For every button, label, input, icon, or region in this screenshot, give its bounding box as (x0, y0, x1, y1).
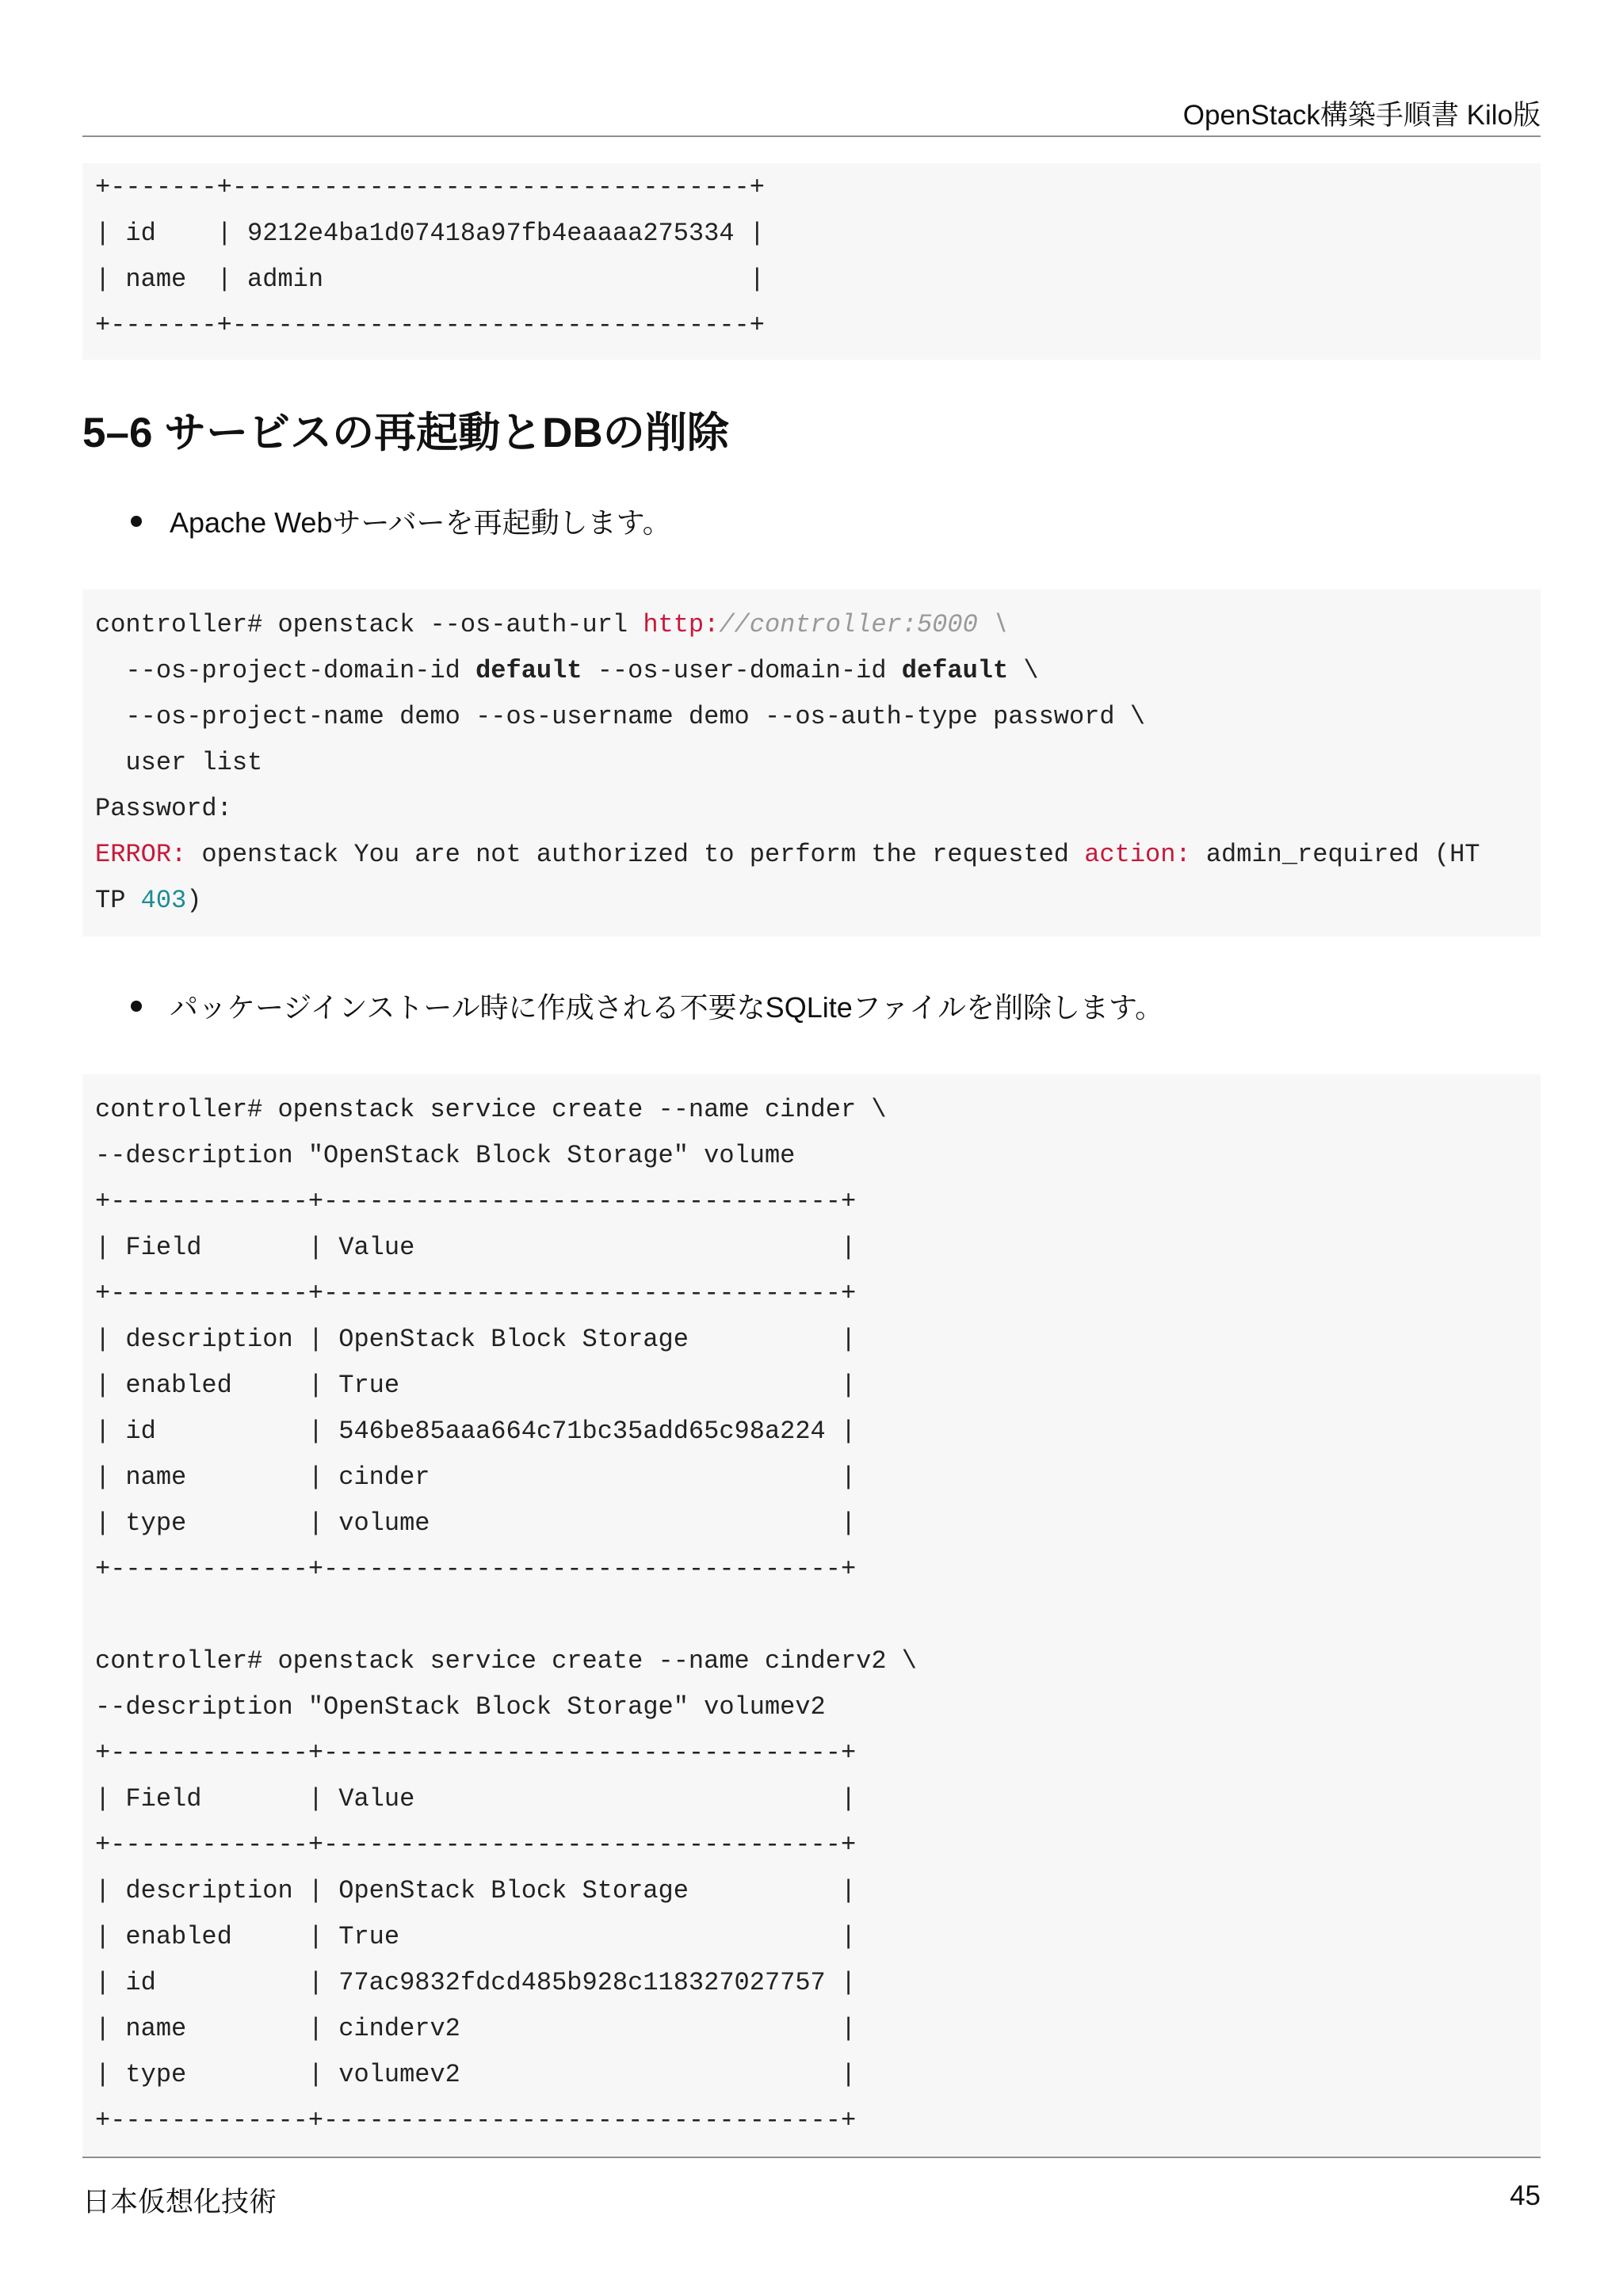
code-line: | name | admin | (95, 265, 765, 294)
bullet-item (135, 986, 1163, 1026)
code-line: --os-project-domain-id default --os-user-domain-id default \ (95, 656, 1039, 685)
code-line: +-------+----------------------------------+ (95, 311, 765, 340)
code-line: | id | 546be85aaa664c71bc35add65c98a224 | (95, 1417, 857, 1446)
code-line (95, 1592, 1541, 1638)
code-block-service-create (82, 1074, 1541, 2157)
code-line: TP 403) (95, 886, 202, 915)
code-line: +-------------+----------------------------------+ (95, 2106, 857, 2135)
bullet-text: Apache Webサーバーを再起動します。 (170, 506, 671, 539)
code-line: +-------------+----------------------------------+ (95, 1187, 857, 1216)
code-line: | Field | Value | (95, 1784, 857, 1814)
code-line: Password: (95, 794, 232, 823)
code-line: | description | OpenStack Block Storage | (95, 1876, 857, 1905)
code-line: controller# openstack --os-auth-url http://controller:5000 \ (95, 610, 1009, 639)
bullet-text: パッケージインストール時に作成される不要なSQLiteファイルを削除します。 (170, 991, 1164, 1024)
code-line: +-------------+----------------------------------+ (95, 1830, 857, 1859)
bullet-dot-icon (131, 1001, 142, 1012)
footer-divider (82, 2157, 1541, 2158)
code-block-auth-check (82, 589, 1541, 936)
code-line: ERROR: openstack You are not authorized to perform the requested action: admin_required (HT (95, 840, 1480, 869)
code-line: --os-project-name demo --os-username demo --os-auth-type password \ (95, 702, 1146, 731)
section-heading: 5–6 サービスの再起動とDBの削除 (82, 410, 729, 456)
code-line: +-------------+----------------------------------+ (95, 1738, 857, 1768)
code-line: +-------+----------------------------------+ (95, 173, 765, 202)
page-number: 45 (1510, 2180, 1541, 2211)
bullet-item (135, 501, 671, 541)
code-line: | id | 9212e4ba1d07418a97fb4eaaaa275334 | (95, 219, 765, 248)
code-line: | enabled | True | (95, 1371, 857, 1400)
code-line: +-------------+----------------------------------+ (95, 1279, 857, 1308)
code-line: | Field | Value | (95, 1233, 857, 1262)
code-block-user-table (82, 163, 1541, 360)
header-divider (82, 135, 1541, 137)
bullet-dot-icon (131, 516, 142, 527)
code-line: controller# openstack service create --name cinder \ (95, 1095, 887, 1124)
code-line: | type | volume | (95, 1508, 857, 1538)
code-line: --description "OpenStack Block Storage" volume (95, 1141, 796, 1170)
code-line: | id | 77ac9832fdcd485b928c118327027757 | (95, 1968, 857, 1997)
header-title: OpenStack構築手順書 Kilo版 (1182, 100, 1541, 131)
code-line: | type | volumev2 | (95, 2060, 857, 2089)
code-line: | enabled | True | (95, 1922, 857, 1951)
code-line: | name | cinder | (95, 1463, 857, 1492)
code-line: --description "OpenStack Block Storage" volumev2 (95, 1692, 826, 1722)
code-line: | name | cinderv2 | (95, 2014, 857, 2043)
code-line: | description | OpenStack Block Storage | (95, 1325, 857, 1354)
code-line: controller# openstack service create --name cinderv2 \ (95, 1646, 917, 1676)
code-line: user list (95, 748, 263, 777)
code-line: +-------------+----------------------------------+ (95, 1554, 857, 1584)
footer-company: 日本仮想化技術 (82, 2187, 277, 2218)
